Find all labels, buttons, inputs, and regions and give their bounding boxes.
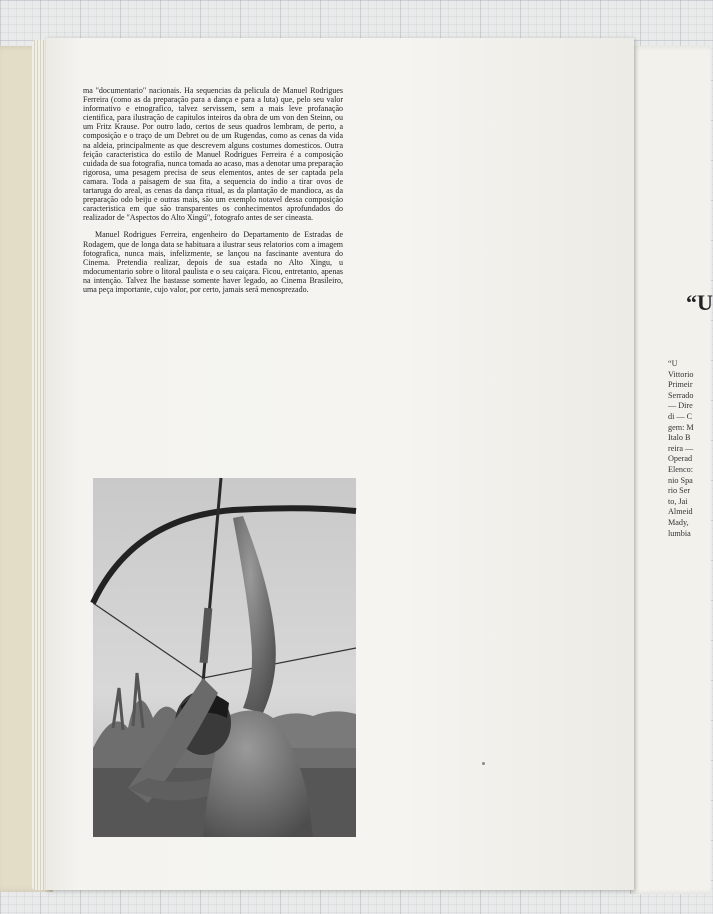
credit-line: Italo B	[668, 433, 691, 443]
credit-line: lumbia	[668, 528, 691, 538]
credit-line: to, Jai	[668, 496, 688, 506]
facing-page-title: “U	[686, 290, 713, 315]
credit-line: Almeid	[668, 507, 693, 517]
credit-line: nio Spa	[668, 475, 693, 485]
credit-line: gem: M	[668, 422, 694, 432]
credit-line: Primeir	[668, 380, 693, 390]
credit-line: Serrado	[668, 390, 694, 400]
credit-line: di — C	[668, 411, 693, 421]
credit-line: Operad	[668, 454, 693, 464]
archer-photo-icon	[93, 478, 356, 837]
credit-line: Mady,	[668, 517, 689, 527]
credit-line: Vittorio	[668, 369, 694, 379]
credit-line: — Dire	[668, 401, 693, 411]
credit-line: “U	[668, 359, 678, 368]
dust-speck	[482, 762, 485, 765]
credit-line: reira —	[668, 443, 694, 453]
credit-line: rio Ser	[668, 486, 691, 496]
credit-line: Elenco:	[668, 464, 694, 474]
facing-page-credits	[668, 359, 708, 539]
article-paragraph: ma "documentario" nacionais. Ha sequencias da pelicula de Manuel Rodrigues Ferreira (como as da preparação para a dança e para a luta) que, pelo seu valor informativo e etnografico, talvez servissem, sem a mais leve profanação cientifica, para ilustração de capitulos inteiros da obra de um von den Steinn, ou um Fritz Krause. Por outro lado, certos de seus quadros lembram, de perto, a composição e o traço de um Debret ou de um Rugendas, como as cenas da vida na aldeia, principalmente as que descrevem alguns costumes domesticos. Outra feição caracteristica do estilo de Manuel Rodrigues Ferreira é a composição cuidada de sua fotografia, nunca tomada ao acaso, mas a denotar uma preparação rigorosa, uma pesagem precisa de seus elementos, antes de ser captada pela camara. Toda a paisagem de sua fita, a sequencia do indio a tirar ovos de tartaruga do areal, as cenas da dança ritual, as da plantação de mandioca, as da preparação odo beiju e outras mais, são um exemplo notavel dessa composição caracteristica em que são transparentes os conhecimentos aprofundados do realizador de "Aspectos do Alto Xingú", fotografo antes de ser cineasta.	[83, 86, 343, 223]
article-paragraph: Manuel Rodrigues Ferreira, engenheiro do Departamento de Estradas de Rodagem, que de longa data se habituara a ilustrar seus relatorios com a imagem fotografica, nunca mais, infelizmente, se lançou na fascinante aventura do Cinema. Pretendia realizar, depois de sua estada no Alto Xingu, u mdocumentario sobre o litoral paulista e o seu caiçara. Ficou, entretanto, apenas na intenção. Talvez lhe bastasse somente haver legado, ao Cinema Brasileiro, uma peça importante, cujo valor, por certo, jamais será menosprezado.	[83, 230, 343, 294]
article-column	[83, 86, 343, 302]
